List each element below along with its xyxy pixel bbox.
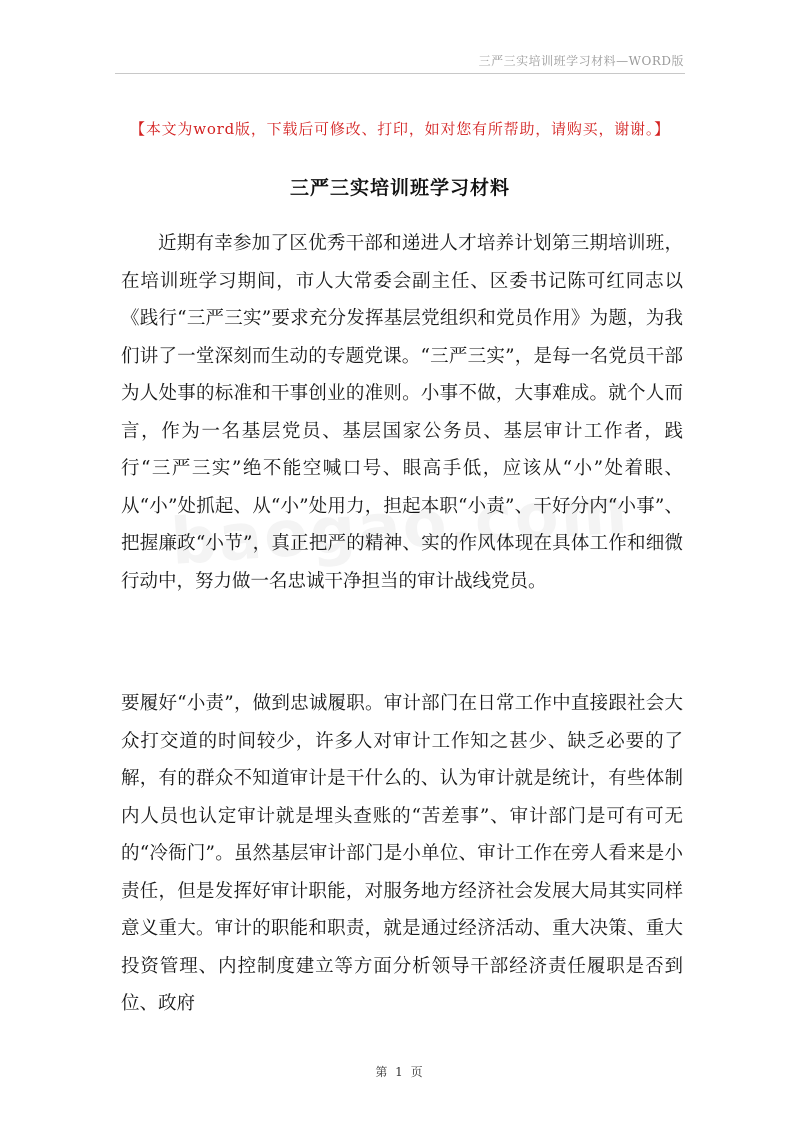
header-divider — [115, 73, 685, 74]
running-header: 三严三实培训班学习材料—WORD版 — [478, 54, 684, 68]
body-paragraph: 近期有幸参加了区优秀干部和递进人才培养计划第三期培训班，在培训班学习期间，市人大常委会副主任、区委书记陈可红同志以《践行“三严三实”要求充分发挥基层党组织和党员作用》为题，为我们讲了一堂深刻而生动的专题党课。“三严三实”，是每一名党员干部为人处事的标准和干事创业的准则。小事不做，大事难成。就个人而言，作为一名基层党员、基层国家公务员、基层审计工作者，践行“三严三实”绝不能空喊口号、眼高手低，应该从“小”处着眼、从“小”处抓起、从“小”处用力，担起本职“小责”、干好分内“小事”、把握廉政“小节”，真正把严的精神、实的作风体现在具体工作和细微行动中，努力做一名忠诚干净担当的审计战线党员。 — [121, 233, 683, 592]
download-notice: 【本文为word版，下载后可修改、打印，如对您有所帮助，请购买，谢谢。】 — [130, 120, 670, 138]
page-number: 第 1 页 — [375, 1065, 425, 1079]
document-title: 三严三实培训班学习材料 — [289, 177, 510, 199]
body-paragraph: 要履好“小责”，做到忠诚履职。审计部门在日常工作中直接跟社会大众打交道的时间较少，许多人对审计工作知之甚少、缺乏必要的了解，有的群众不知道审计是干什么的、认为审计就是统计，有些体制内人员也认定审计就是埋头查账的“苦差事”、审计部门是可有可无的“冷衙门”。虽然基层审计部门是小单位、审计工作在旁人看来是小责任，但是发挥好审计职能，对服务地方经济社会发展大局其实同样意义重大。审计的职能和职责，就是通过经济活动、重大决策、重大投资管理、内控制度建立等方面分析领导干部经济责任履职是否到位、政府 — [121, 693, 683, 1014]
